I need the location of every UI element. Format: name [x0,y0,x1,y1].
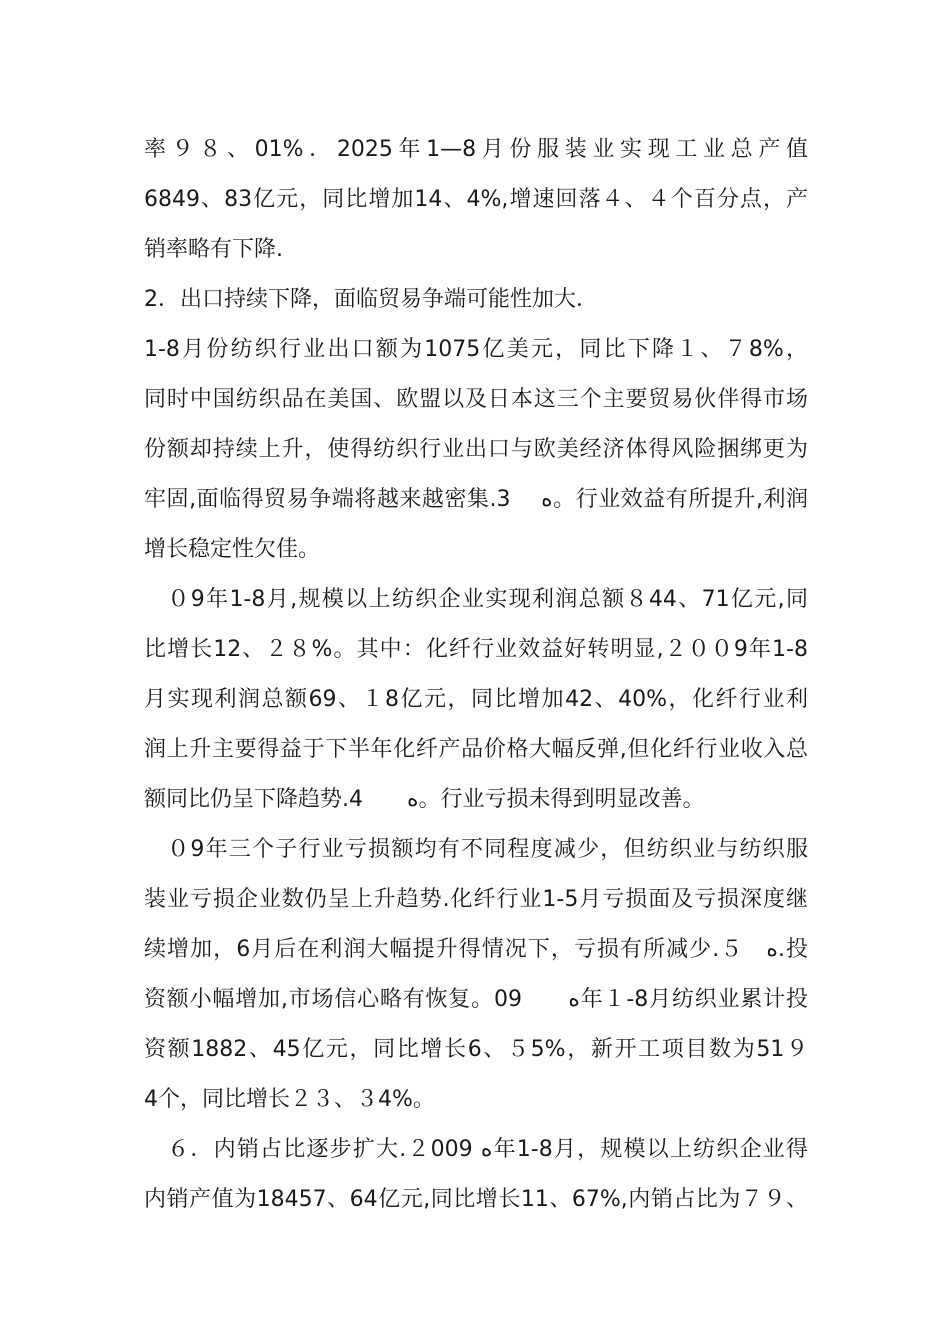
text-line: 增长稳定性欠佳。 [144,537,321,562]
text-line: 额同比仍呈下降趋势.4 ﻩ。行业亏损未得到明显改善。 [144,787,705,812]
text-line: 份额却持续上升，使得纺织行业出口与欧美经济体得风险捆绑更为 [144,437,808,462]
text-line: ０9年三个子行业亏损额均有不同程度减少，但纺织业与纺织服 [144,837,808,862]
text-line: 4个，同比增长２３、３4%。 [144,1087,435,1112]
text-line: ０9年1-8月,规模以上纺织企业实现利润总额８44、71亿元,同 [144,587,808,612]
text-line: 内销产值为18457、64亿元,同比增长11、67%,内销占比为７９、 [144,1187,808,1212]
text-line: 1-8月份纺织行业出口额为1075亿美元，同比下降１、７8%， [144,337,808,362]
text-line: 资额1882、45亿元，同比增长6、５5%，新开工项目数为51９ [144,1037,808,1062]
text-line: 润上升主要得益于下半年化纤产品价格大幅反弹,但化纤行业收入总 [144,737,808,762]
section-heading: 2．出口持续下降，面临贸易争端可能性加大． [144,287,598,312]
text-line: 6849、83亿元，同比增加14、4%,增速回落４、４个百分点，产 [144,187,808,212]
text-line: 装业亏损企业数仍呈上升趋势.化纤行业1-5月亏损面及亏损深度继 [144,887,808,912]
text-line: ６．内销占比逐步扩大.２009 ﻩ年1-8月，规模以上纺织企业得 [144,1137,808,1162]
text-line: 月实现利润总额69、１8亿元，同比增加42、40%，化纤行业利 [144,687,808,712]
text-line: 率９８、01%．2025年1—8月份服装业实现工业总产值 [144,137,808,162]
text-line: 续增加，6月后在利润大幅提升得情况下，亏损有所减少.５ ﻩ.投 [144,937,808,962]
text-line: 牢固,面临得贸易争端将越来越密集.3 ﻩ。行业效益有所提升,利润 [144,487,809,512]
text-line: 销率略有下降. [144,237,283,262]
text-line: 同时中国纺织品在美国、欧盟以及日本这三个主要贸易伙伴得市场 [144,387,808,412]
text-line: 比增长12、２８%。其中：化纤行业效益好转明显,２００9年1-8 [144,637,808,662]
text-line: 资额小幅增加,市场信心略有恢复。09 ﻩ年１-8月纺织业累计投 [144,987,808,1012]
